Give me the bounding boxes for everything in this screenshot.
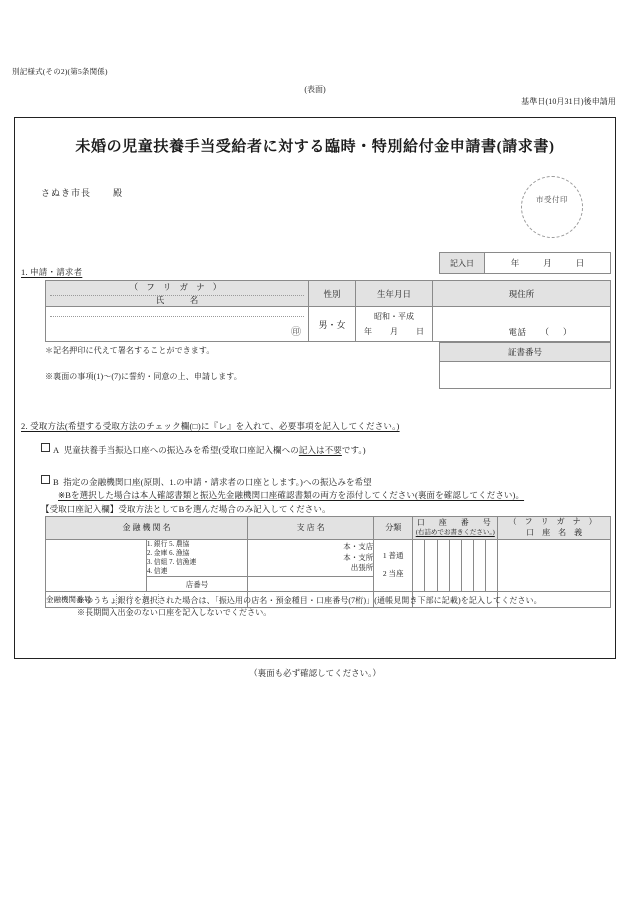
option-b-key: B bbox=[53, 477, 59, 487]
option-a-text-tail: です。) bbox=[341, 445, 366, 455]
addressee-name: さぬき市長 bbox=[41, 188, 92, 198]
bank-body-row-1 bbox=[46, 539, 611, 577]
account-type-option-2: 2 当座 bbox=[382, 569, 404, 579]
applicant-input-row bbox=[46, 307, 611, 342]
footnote-yucho: ※ゆうちょ銀行を選択された場合は、「振込用の店名・預金種目・口座番号(7桁)」(通帳見開き下部に記載)を記入してください。 bbox=[77, 596, 542, 605]
account-digit-5[interactable] bbox=[461, 539, 473, 592]
header-furigana: （ フ リ ガ ナ ） bbox=[129, 282, 225, 292]
bank-header-row bbox=[46, 517, 611, 540]
note-signature: ＊記名押印に代えて署名することができます。 bbox=[45, 346, 215, 355]
account-digit-7[interactable] bbox=[486, 539, 498, 592]
option-b-subnote: ※Bを選択した場合は本人確認書類と振込先金融機関口座確認書類の両方を添付してください(裏面を確認してください)。 bbox=[58, 490, 525, 500]
document-code: 別記様式(その2)(第5条関係) bbox=[12, 67, 108, 76]
header-birthdate: 生年月日 bbox=[356, 281, 433, 307]
account-number-title: 口 座 番 号 bbox=[416, 518, 494, 528]
certificate-number-box bbox=[439, 342, 611, 389]
header-address: 現住所 bbox=[433, 281, 611, 307]
birth-year-label: 年 bbox=[364, 327, 372, 336]
furigana-input-line bbox=[50, 316, 304, 317]
account-digit-6[interactable] bbox=[473, 539, 485, 592]
option-a-key: A bbox=[53, 445, 60, 455]
bank-header-type: 分類 bbox=[374, 517, 413, 540]
furigana-divider bbox=[50, 295, 304, 296]
institution-kind-list[interactable] bbox=[147, 539, 248, 577]
account-digit-4[interactable] bbox=[449, 539, 461, 592]
addressee bbox=[41, 186, 123, 199]
checkbox-option-b[interactable] bbox=[41, 475, 50, 484]
telephone-paren-open: （ bbox=[540, 327, 563, 337]
option-a-text-underlined: 記入は不要 bbox=[298, 445, 342, 455]
branch-kind-line-1: 本・支店 bbox=[343, 541, 374, 551]
entry-date-box bbox=[439, 252, 611, 274]
seal-mark-icon: ㊞ bbox=[291, 327, 301, 338]
entry-date-month: 月 bbox=[543, 258, 552, 268]
bank-header-branch: 支 店 名 bbox=[248, 517, 374, 540]
bank-header-institution: 金 融 機 関 名 bbox=[46, 517, 248, 540]
certificate-number-input[interactable] bbox=[439, 362, 611, 389]
account-digit-3[interactable] bbox=[437, 539, 449, 592]
branch-number-label: 店番号 bbox=[147, 577, 248, 592]
birth-ymd bbox=[356, 324, 432, 339]
page-title: 未婚の児童扶養手当受給者に対する臨時・特別給付金申請書(請求書) bbox=[75, 139, 555, 155]
address-input-cell[interactable] bbox=[433, 307, 611, 342]
option-b-row[interactable] bbox=[41, 475, 372, 488]
footnote-dormant: ※長期間入出金のない口座を記入しないでください。 bbox=[77, 608, 272, 617]
account-name-input[interactable] bbox=[498, 539, 611, 592]
birthdate-input-cell[interactable] bbox=[356, 307, 433, 342]
header-name-cell bbox=[46, 281, 309, 307]
institution-kind-line-3: 3. 信組 7. 信漁連 bbox=[147, 558, 197, 566]
option-b-text: 指定の金融機関口座(原則、1.の申請・請求者の口座とします。)への振込みを希望 bbox=[63, 477, 372, 487]
institution-kind-line-1: 1. 銀行 5. 農協 bbox=[147, 540, 190, 548]
addressee-honorific: 殿 bbox=[113, 188, 124, 198]
section-1-heading: 1. 申請・請求者 bbox=[21, 267, 83, 277]
header-gender: 性別 bbox=[309, 281, 356, 307]
institution-kind-line-4: 4. 信連 bbox=[147, 568, 168, 576]
institution-name-input[interactable] bbox=[46, 539, 147, 592]
account-type-option-1: 1 普通 bbox=[382, 551, 404, 561]
form-frame bbox=[14, 117, 616, 659]
bank-header-account-number bbox=[413, 517, 498, 540]
back-side-note: （裏面も必ず確認してください。） bbox=[249, 668, 381, 678]
receipt-seal-label: 市受付印 bbox=[536, 194, 568, 204]
account-section-label: 【受取口座記入欄】 bbox=[41, 504, 119, 514]
branch-number-cells[interactable] bbox=[248, 577, 374, 592]
birth-day-label: 日 bbox=[416, 327, 424, 336]
account-name-title: 口 座 名 義 bbox=[526, 527, 583, 537]
account-digit-2[interactable] bbox=[425, 539, 437, 592]
account-digit-1[interactable] bbox=[413, 539, 425, 592]
certificate-number-label: 証書番号 bbox=[439, 342, 611, 362]
branch-kind-line-3: 出張所 bbox=[350, 563, 374, 573]
entry-date-year: 年 bbox=[510, 258, 520, 268]
birth-month-label: 月 bbox=[390, 327, 398, 336]
entry-date-day: 日 bbox=[575, 258, 585, 268]
account-section-note: 受取方法としてBを選んだ場合のみ記入してください。 bbox=[118, 504, 331, 514]
account-furigana-title: （ フ リ ガ ナ ） bbox=[508, 517, 600, 526]
account-number-subtitle: (右詰めでお書きください。) bbox=[415, 528, 495, 536]
gender-input-cell[interactable]: 男・女 bbox=[309, 307, 356, 342]
branch-kind-list[interactable] bbox=[248, 539, 374, 577]
page-side-label: (表面) bbox=[304, 85, 326, 94]
telephone-field bbox=[508, 326, 572, 338]
note-pledge: ※裏面の事項(1)～(7)に誓約・同意の上、申請します。 bbox=[45, 372, 242, 381]
telephone-label: 電話 bbox=[508, 327, 527, 337]
account-type-options[interactable] bbox=[374, 539, 413, 592]
telephone-paren-close: ） bbox=[562, 327, 572, 337]
option-a-text: 児童扶養手当振込口座への振込みを希望(受取口座記入欄への bbox=[63, 445, 299, 455]
institution-number-label: 金融機関番号 bbox=[46, 595, 91, 605]
name-input-cell[interactable] bbox=[46, 307, 309, 342]
account-section-label-row bbox=[41, 503, 331, 515]
checkbox-option-a[interactable] bbox=[41, 443, 50, 452]
basis-date-note: 基準日(10月31日)後申請用 bbox=[521, 97, 616, 106]
birth-era-options: 昭和・平成 bbox=[374, 311, 414, 321]
applicant-table bbox=[45, 280, 611, 342]
institution-kind-line-2: 2. 金庫 6. 漁協 bbox=[147, 549, 190, 557]
receipt-seal-circle bbox=[521, 176, 583, 238]
header-name: 氏 名 bbox=[155, 295, 199, 305]
option-a-row[interactable] bbox=[41, 443, 366, 456]
branch-kind-line-2: 本・支所 bbox=[343, 552, 374, 562]
applicant-header-row bbox=[46, 281, 611, 307]
section-2-heading: 2. 受取方法(希望する受取方法のチェック欄(□)に『レ』を入れて、必要事項を記入してください。) bbox=[21, 421, 400, 431]
entry-date-label: 記入日 bbox=[439, 252, 485, 274]
entry-date-field[interactable] bbox=[485, 252, 611, 274]
bank-header-account-name bbox=[498, 517, 611, 540]
